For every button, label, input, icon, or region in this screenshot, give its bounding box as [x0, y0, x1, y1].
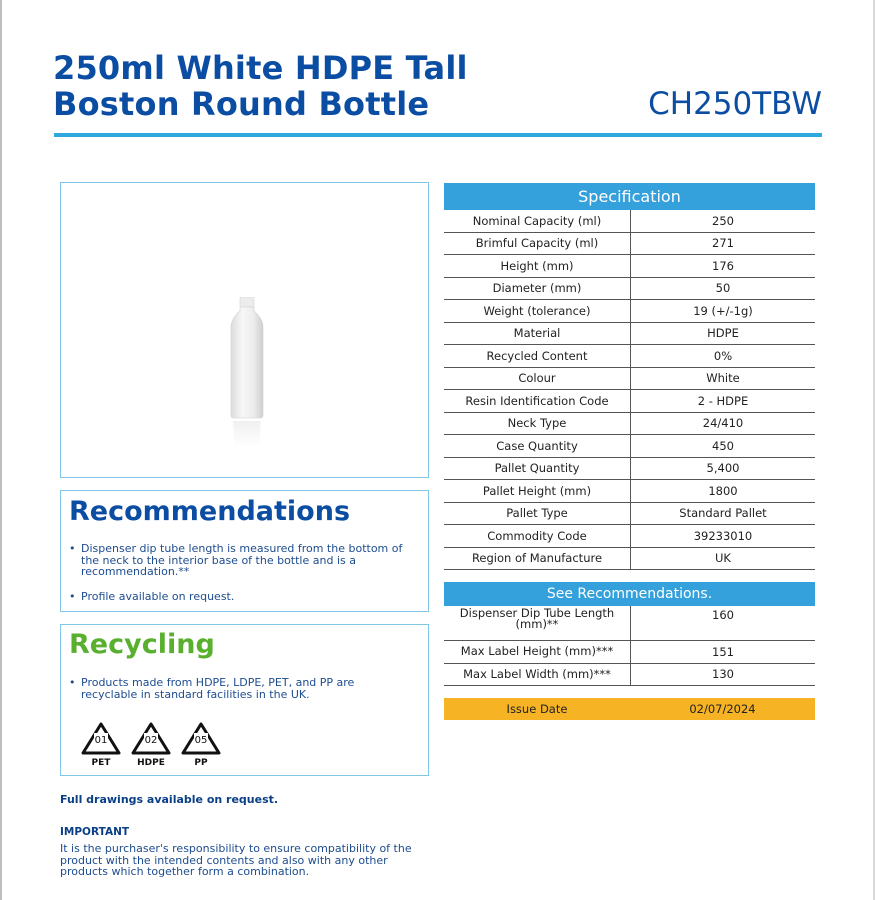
resin-code-hdpe	[129, 721, 173, 768]
spec-value: Standard Pallet	[631, 502, 816, 525]
resin-code-pet	[79, 721, 123, 768]
spec-label: Material	[444, 322, 631, 345]
table-row	[444, 480, 815, 503]
table-row	[444, 412, 815, 435]
recommendation-rows	[444, 606, 815, 686]
spec-value: 160	[631, 606, 816, 641]
table-row	[444, 502, 815, 525]
table-row	[444, 210, 815, 232]
spec-value: 5,400	[631, 457, 816, 480]
spec-label: Colour	[444, 367, 631, 390]
spec-label: Neck Type	[444, 412, 631, 435]
table-row	[444, 435, 815, 458]
header-divider	[54, 133, 822, 137]
spec-label: Nominal Capacity (ml)	[444, 210, 631, 232]
recommendations-title: Recommendations	[69, 496, 351, 527]
svg-text:02: 02	[144, 735, 158, 746]
product-code: CH250TBW	[648, 86, 822, 122]
spec-label: Weight (tolerance)	[444, 300, 631, 323]
spec-label: Max Label Height (mm)***	[444, 641, 631, 664]
table-row	[444, 322, 815, 345]
specification-table	[444, 183, 815, 570]
product-title	[53, 50, 468, 122]
table-row	[444, 641, 815, 664]
important-text: It is the purchaser's responsibility to ensure compatibility of the product with the intended contents and also with any other products which together form a combination.	[60, 842, 412, 878]
page-edge	[0, 0, 2, 900]
recommendations-list	[69, 543, 414, 615]
specification-rows	[444, 210, 815, 570]
table-row	[444, 390, 815, 413]
spec-value: HDPE	[631, 322, 816, 345]
spec-value: 2 - HDPE	[631, 390, 816, 413]
issue-date-bar	[444, 698, 815, 720]
title-line-2: Boston Round Bottle	[53, 85, 430, 123]
product-image-panel	[60, 182, 429, 478]
recycling-panel	[60, 624, 429, 776]
spec-value: 176	[631, 255, 816, 278]
drawings-note: Full drawings available on request.	[60, 793, 279, 806]
spec-label: Dispenser Dip Tube Length (mm)**	[444, 606, 631, 641]
resin-label: PET	[91, 758, 111, 768]
resin-label: PP	[194, 758, 208, 768]
list-item: • Dispenser dip tube length is measured from the bottom of the neck to the interior base of the bottle and is a recommendation.**	[69, 543, 414, 578]
spec-value: 0%	[631, 345, 816, 368]
resin-label: HDPE	[137, 758, 165, 768]
spec-value: 19 (+/-1g)	[631, 300, 816, 323]
list-item: • Products made from HDPE, LDPE, PET, and PP are recyclable in standard facilities in the UK.	[69, 677, 414, 700]
spec-label: Resin Identification Code	[444, 390, 631, 413]
spec-value: 151	[631, 641, 816, 664]
issue-date-value: 02/07/2024	[689, 702, 756, 716]
table-row	[444, 663, 815, 686]
recommendation-dimensions-table	[444, 582, 815, 686]
spec-value: 39233010	[631, 525, 816, 548]
spec-value: 1800	[631, 480, 816, 503]
spec-value: 24/410	[631, 412, 816, 435]
table-row	[444, 277, 815, 300]
resin-code-pp	[179, 721, 223, 768]
important-heading: IMPORTANT	[60, 826, 130, 838]
table-row	[444, 525, 815, 548]
specification-heading: Specification	[444, 183, 815, 210]
table-row	[444, 345, 815, 368]
spec-label: Diameter (mm)	[444, 277, 631, 300]
recycling-title: Recycling	[69, 629, 215, 660]
table-row	[444, 457, 815, 480]
list-item: • Profile available on request.	[69, 591, 414, 603]
spec-value: UK	[631, 547, 816, 570]
spec-label: Commodity Code	[444, 525, 631, 548]
recycle-triangle-icon	[180, 721, 222, 757]
spec-label: Pallet Type	[444, 502, 631, 525]
spec-label: Region of Manufacture	[444, 547, 631, 570]
spec-label: Recycled Content	[444, 345, 631, 368]
table-row	[444, 232, 815, 255]
recommendations-panel	[60, 490, 429, 612]
spec-label: Height (mm)	[444, 255, 631, 278]
spec-label: Brimful Capacity (ml)	[444, 232, 631, 255]
svg-text:05: 05	[194, 735, 208, 746]
spec-value: 130	[631, 663, 816, 686]
spec-value: 250	[631, 210, 816, 232]
table-row	[444, 255, 815, 278]
recycle-triangle-icon	[80, 721, 122, 757]
recycling-list	[69, 677, 414, 700]
table-row	[444, 300, 815, 323]
spec-label: Pallet Height (mm)	[444, 480, 631, 503]
recycle-triangle-icon	[130, 721, 172, 757]
spec-value: 50	[631, 277, 816, 300]
see-recommendations-heading: See Recommendations.	[444, 582, 815, 606]
spec-value: 271	[631, 232, 816, 255]
table-row	[444, 547, 815, 570]
spec-value: White	[631, 367, 816, 390]
spec-label: Case Quantity	[444, 435, 631, 458]
svg-text:01: 01	[94, 735, 108, 746]
table-row	[444, 367, 815, 390]
spec-label: Max Label Width (mm)***	[444, 663, 631, 686]
title-line-1: 250ml White HDPE Tall	[53, 49, 468, 87]
spec-label: Pallet Quantity	[444, 457, 631, 480]
table-row	[444, 606, 815, 641]
spec-value: 450	[631, 435, 816, 458]
bottle-image	[229, 297, 265, 447]
issue-date-label: Issue Date	[506, 702, 568, 716]
